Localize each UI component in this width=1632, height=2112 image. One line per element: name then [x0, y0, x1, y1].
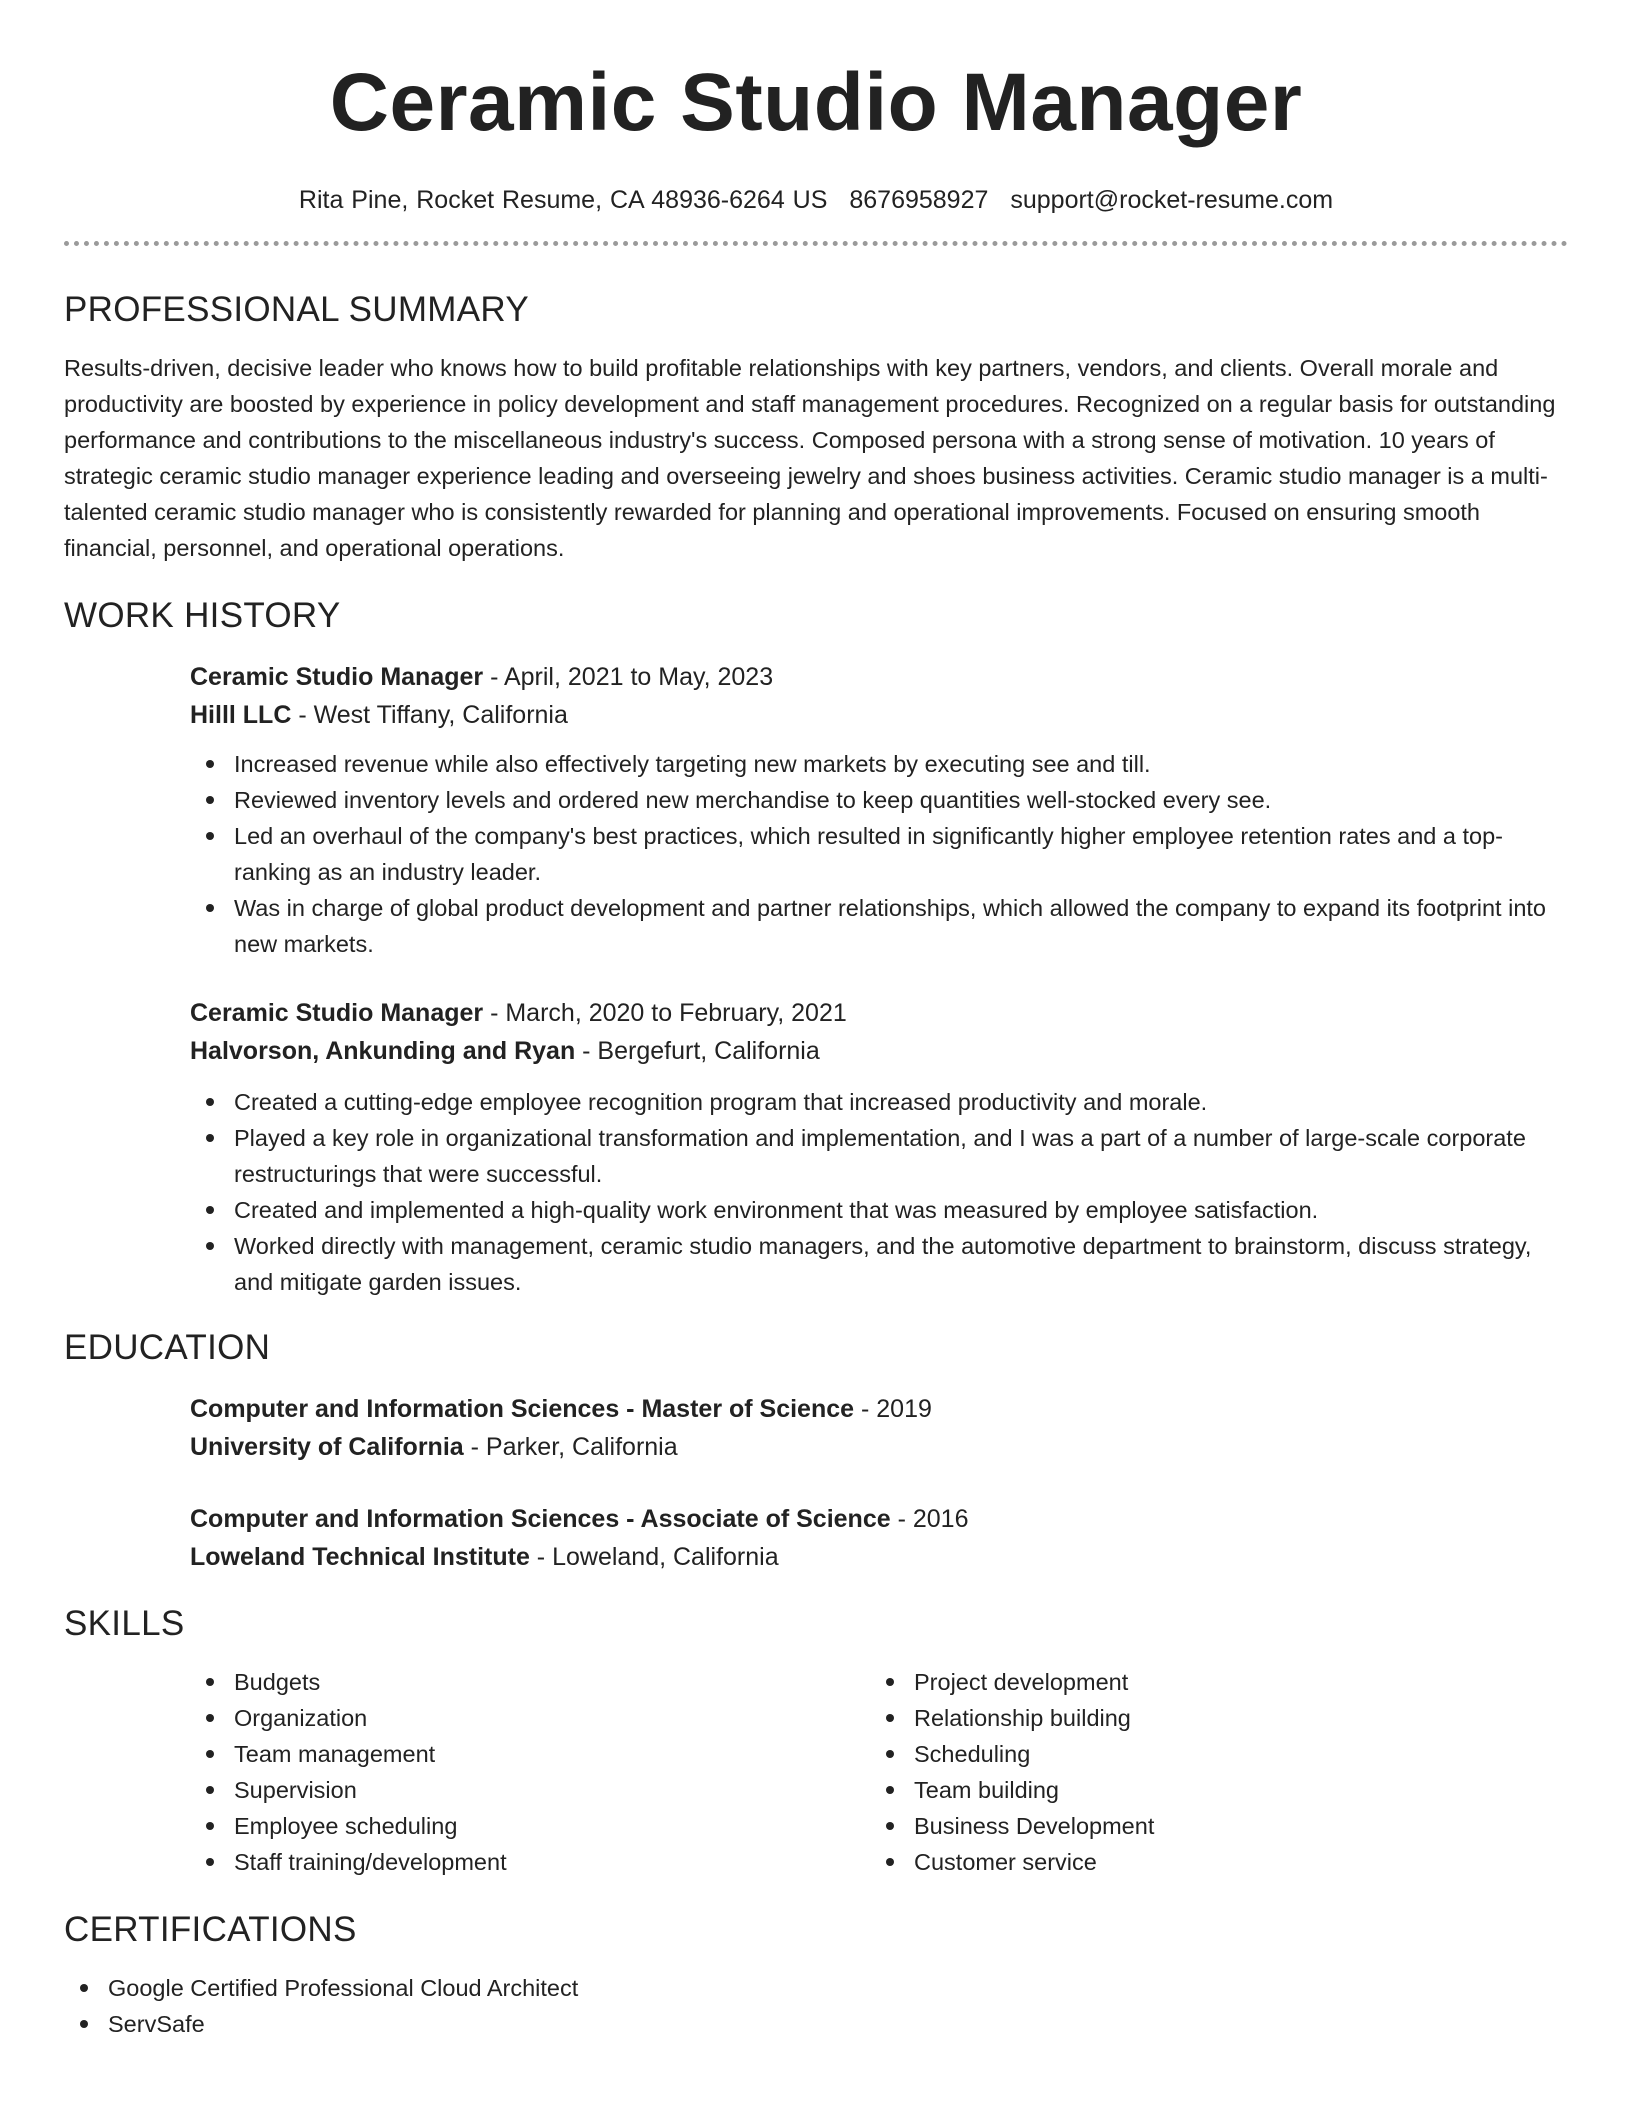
work-history-heading: WORK HISTORY: [64, 596, 341, 635]
job-bullet: Increased revenue while also effectively targeting new markets by executing see and till.: [190, 746, 1568, 782]
certification-item: Google Certified Professional Cloud Architect: [64, 1970, 1568, 2006]
job-bullet: Led an overhaul of the company's best practices, which resulted in significantly higher employee retention rates and a top-ranking as an industry leader.: [190, 818, 1568, 890]
job-bullets: [190, 1084, 1568, 1300]
skill-item: Team management: [190, 1736, 870, 1772]
skill-item: Employee scheduling: [190, 1808, 870, 1844]
job-company: Hilll LLC: [190, 701, 292, 729]
skill-item: Scheduling: [870, 1736, 1550, 1772]
degree-line: [190, 1390, 1568, 1428]
skill-item: Business Development: [870, 1808, 1550, 1844]
certifications-heading: CERTIFICATIONS: [64, 1910, 357, 1949]
job-company-line: [190, 1032, 1568, 1070]
job-title: Ceramic Studio Manager: [190, 663, 484, 691]
summary-text: Results-driven, decisive leader who knows how to build profitable relationships with key partners, vendors, and clients. Overall morale and productivity are boosted by experience in policy development and staff management procedures. Recognized on a regular basis for outstanding performance and contributions to the miscellaneous industry's success. Composed persona with a strong sense of motivation. 10 years of strategic ceramic studio manager experience leading and overseeing jewelry and shoes business activities. Ceramic studio manager is a multi-talented ceramic studio manager who is consistently rewarded for planning and operational improvements. Focused on ensuring smooth financial, personnel, and operational operations.: [64, 355, 1556, 561]
education-entry: [190, 1500, 1568, 1576]
skills-grid: [190, 1664, 1568, 1880]
skill-item: Supervision: [190, 1772, 870, 1808]
job-bullet: Created and implemented a high-quality work environment that was measured by employee satisfaction.: [190, 1192, 1568, 1228]
skill-item: Team building: [870, 1772, 1550, 1808]
school: University of California: [190, 1433, 464, 1461]
job-dates: - April, 2021 to May, 2023: [483, 663, 774, 691]
degree-year: - 2019: [854, 1395, 932, 1423]
school-line: [190, 1428, 1568, 1466]
skill-item: Budgets: [190, 1664, 870, 1700]
skills-heading: SKILLS: [64, 1604, 185, 1643]
job-location: - Bergefurt, California: [575, 1037, 820, 1065]
job-bullet: Worked directly with management, ceramic studio managers, and the automotive department to brainstorm, discuss strategy, and mitigate garden issues.: [190, 1228, 1568, 1300]
job-title-line: [190, 994, 1568, 1032]
job-title: Ceramic Studio Manager: [190, 999, 484, 1027]
school-location: - Loweland, California: [529, 1543, 779, 1571]
contact-line: [64, 186, 1568, 215]
degree-year: - 2016: [890, 1505, 969, 1533]
header-divider: [64, 241, 1568, 246]
job-bullet: Reviewed inventory levels and ordered new merchandise to keep quantities well-stocked every see.: [190, 782, 1568, 818]
education-heading: EDUCATION: [64, 1328, 271, 1367]
job-entry: [190, 658, 1568, 962]
skill-item: Organization: [190, 1700, 870, 1736]
resume-title: Ceramic Studio Manager: [329, 57, 1303, 148]
contact-address: Rita Pine, Rocket Resume, CA 48936-6264 US: [298, 186, 828, 214]
job-bullet: Was in charge of global product development and partner relationships, which allowed the company to expand its footprint into new markets.: [190, 890, 1568, 962]
summary-heading: PROFESSIONAL SUMMARY: [64, 290, 529, 329]
skill-item: Project development: [870, 1664, 1550, 1700]
job-bullets: [190, 746, 1568, 962]
job-company-line: [190, 696, 1568, 734]
school-location: - Parker, California: [463, 1433, 678, 1461]
job-bullet: Played a key role in organizational transformation and implementation, and I was a part of a number of large-scale corporate restructurings that were successful.: [190, 1120, 1568, 1192]
skills-column-right: [870, 1664, 1550, 1880]
skill-item: Relationship building: [870, 1700, 1550, 1736]
job-entry: [190, 994, 1568, 1300]
degree-line: [190, 1500, 1568, 1538]
school: Loweland Technical Institute: [190, 1543, 530, 1571]
job-bullet: Created a cutting-edge employee recognition program that increased productivity and morale.: [190, 1084, 1568, 1120]
skill-item: Customer service: [870, 1844, 1550, 1880]
contact-phone: 8676958927: [849, 186, 989, 214]
job-dates: - March, 2020 to February, 2021: [483, 999, 847, 1027]
degree: Computer and Information Sciences - Associate of Science: [190, 1505, 891, 1533]
job-location: - West Tiffany, California: [291, 701, 568, 729]
contact-email: support@rocket-resume.com: [1010, 186, 1334, 214]
skills-column-left: [190, 1664, 870, 1880]
certification-item: ServSafe: [64, 2006, 1568, 2042]
education-entry: [190, 1390, 1568, 1466]
certifications-list: [64, 1970, 1568, 2042]
school-line: [190, 1538, 1568, 1576]
job-company: Halvorson, Ankunding and Ryan: [190, 1037, 576, 1065]
job-title-line: [190, 658, 1568, 696]
skill-item: Staff training/development: [190, 1844, 870, 1880]
degree: Computer and Information Sciences - Master of Science: [190, 1395, 855, 1423]
